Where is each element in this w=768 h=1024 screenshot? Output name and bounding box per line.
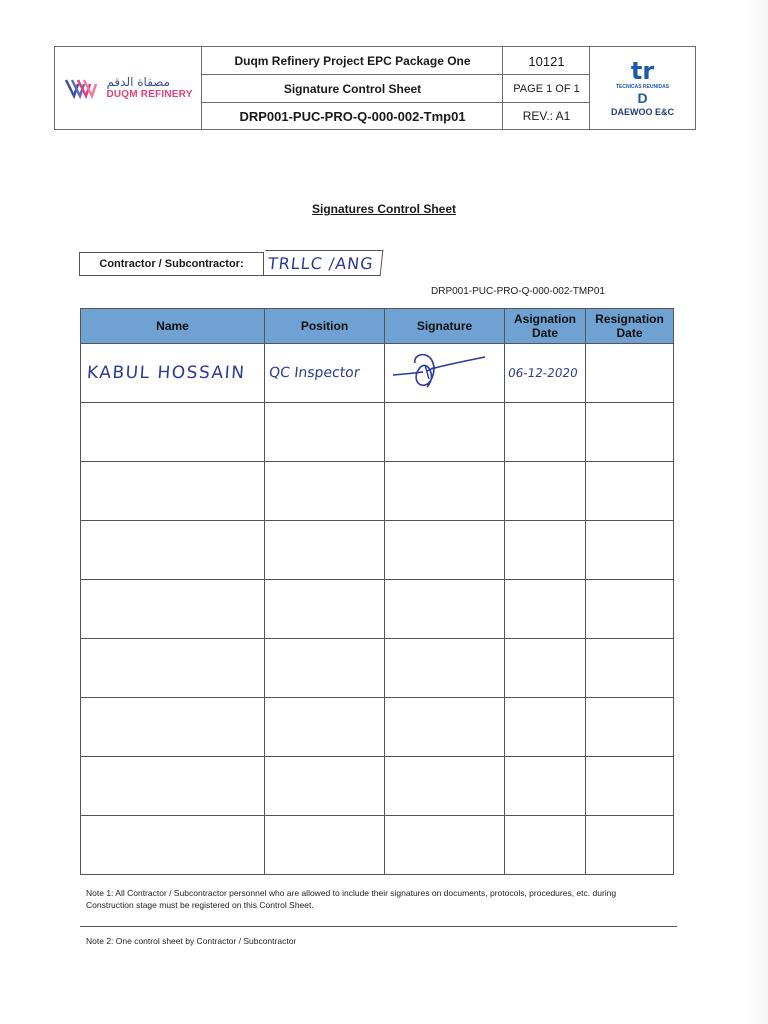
column-header-resignation-date (586, 309, 674, 344)
tr-company-name: TECNICAS REUNIDAS (615, 84, 670, 90)
table-row (81, 580, 674, 639)
revision-label: REV.: A1 (522, 109, 571, 123)
table-row (81, 757, 674, 816)
cell-asignation-date[interactable] (505, 816, 586, 875)
contractor-value-field[interactable]: TRLLC /ANG (263, 250, 384, 276)
cell-position[interactable] (265, 462, 385, 521)
tecnicas-reunidas-daewoo-logo (590, 47, 695, 129)
cell-signature[interactable] (385, 403, 505, 462)
cell-signature[interactable] (385, 580, 505, 639)
document-header (54, 46, 696, 130)
cell-position[interactable] (265, 757, 385, 816)
cell-position[interactable] (265, 639, 385, 698)
project-title: Duqm Refinery Project EPC Package One (234, 54, 471, 68)
contractor-label: Contractor / Subcontractor: (79, 252, 264, 276)
cell-name[interactable] (81, 580, 265, 639)
cell-resignation-date[interactable] (586, 521, 674, 580)
resignation-label: Resignation (595, 311, 664, 326)
cell-resignation-date[interactable] (586, 462, 674, 521)
tr-mark-icon: tr (630, 57, 655, 85)
cell-asignation-date[interactable] (505, 403, 586, 462)
cell-signature[interactable] (385, 698, 505, 757)
duqm-logo-english: DUQM REFINERY (106, 89, 193, 100)
asignation-date-label: Date (531, 326, 558, 340)
duqm-refinery-logo (55, 47, 202, 129)
page-title: Signatures Control Sheet (311, 202, 457, 216)
duqm-logo-arabic: مصفاة الدقم (106, 75, 171, 89)
cell-signature[interactable] (385, 521, 505, 580)
cell-signature[interactable] (385, 639, 505, 698)
handwritten-date: 06-12-2020 (507, 366, 579, 380)
cell-signature[interactable] (385, 462, 505, 521)
cell-signature[interactable] (385, 757, 505, 816)
signature-scribble (385, 345, 503, 401)
cell-resignation-date[interactable] (586, 816, 674, 875)
document-code: DRP001-PUC-PRO-Q-000-002-Tmp01 (239, 108, 466, 124)
handwritten-name: KABUL HOSSAIN (86, 363, 247, 383)
table-row (81, 521, 674, 580)
cell-name[interactable] (81, 757, 265, 816)
cell-asignation-date[interactable] (505, 639, 586, 698)
signature-table (80, 308, 674, 875)
cell-resignation-date[interactable] (586, 344, 674, 403)
duqm-wave-icon (64, 76, 102, 100)
cell-position[interactable] (265, 816, 385, 875)
cell-name[interactable] (81, 344, 265, 403)
daewoo-name: DAEWOO E&C (611, 107, 674, 117)
cell-asignation-date[interactable] (505, 521, 586, 580)
column-header-name: Name (81, 309, 265, 344)
cell-name[interactable] (81, 462, 265, 521)
table-row (81, 698, 674, 757)
cell-signature[interactable] (385, 344, 505, 403)
table-row (81, 639, 674, 698)
column-header-signature: Signature (385, 309, 505, 344)
note-divider (80, 926, 677, 927)
cell-resignation-date[interactable] (586, 757, 674, 816)
cell-name[interactable] (81, 698, 265, 757)
cell-name[interactable] (81, 816, 265, 875)
cell-resignation-date[interactable] (586, 698, 674, 757)
resignation-date-label: Date (616, 326, 643, 340)
cell-position[interactable] (265, 580, 385, 639)
column-header-position: Position (265, 309, 385, 344)
cell-asignation-date[interactable] (505, 757, 586, 816)
cell-resignation-date[interactable] (586, 580, 674, 639)
cell-position[interactable] (265, 344, 385, 403)
column-header-asignation-date (505, 309, 586, 344)
table-header-row (81, 309, 674, 344)
cell-name[interactable] (81, 403, 265, 462)
cell-position[interactable] (265, 403, 385, 462)
table-row (81, 462, 674, 521)
table-row (81, 344, 674, 403)
page-edge-shadow (746, 0, 768, 1024)
table-row (81, 816, 674, 875)
table-row (81, 403, 674, 462)
cell-resignation-date[interactable] (586, 403, 674, 462)
cell-resignation-date[interactable] (586, 639, 674, 698)
cell-asignation-date[interactable] (505, 698, 586, 757)
cell-name[interactable] (81, 639, 265, 698)
sheet-title: Signature Control Sheet (283, 82, 422, 96)
document-number: 10121 (528, 53, 565, 69)
cell-signature[interactable] (385, 816, 505, 875)
reference-code: DRP001-PUC-PRO-Q-000-002-TMP01 (431, 286, 605, 297)
cell-asignation-date[interactable] (505, 580, 586, 639)
note-1: Note 1: All Contractor / Subcontractor personnel who are allowed to include their signatures on documents, protocols, procedures, etc. during Construction stage must be registered on this Control Sheet. (86, 888, 617, 910)
cell-position[interactable] (265, 698, 385, 757)
cell-asignation-date[interactable] (505, 462, 586, 521)
handwritten-position: QC Inspector (268, 365, 361, 381)
daewoo-d-icon: D (637, 90, 648, 106)
asignation-label: Asignation (514, 311, 576, 326)
note-2: Note 2: One control sheet by Contractor / Subcontractor (86, 936, 297, 946)
page-indicator: PAGE 1 OF 1 (513, 83, 580, 95)
cell-name[interactable] (81, 521, 265, 580)
cell-position[interactable] (265, 521, 385, 580)
cell-asignation-date[interactable] (505, 344, 586, 403)
